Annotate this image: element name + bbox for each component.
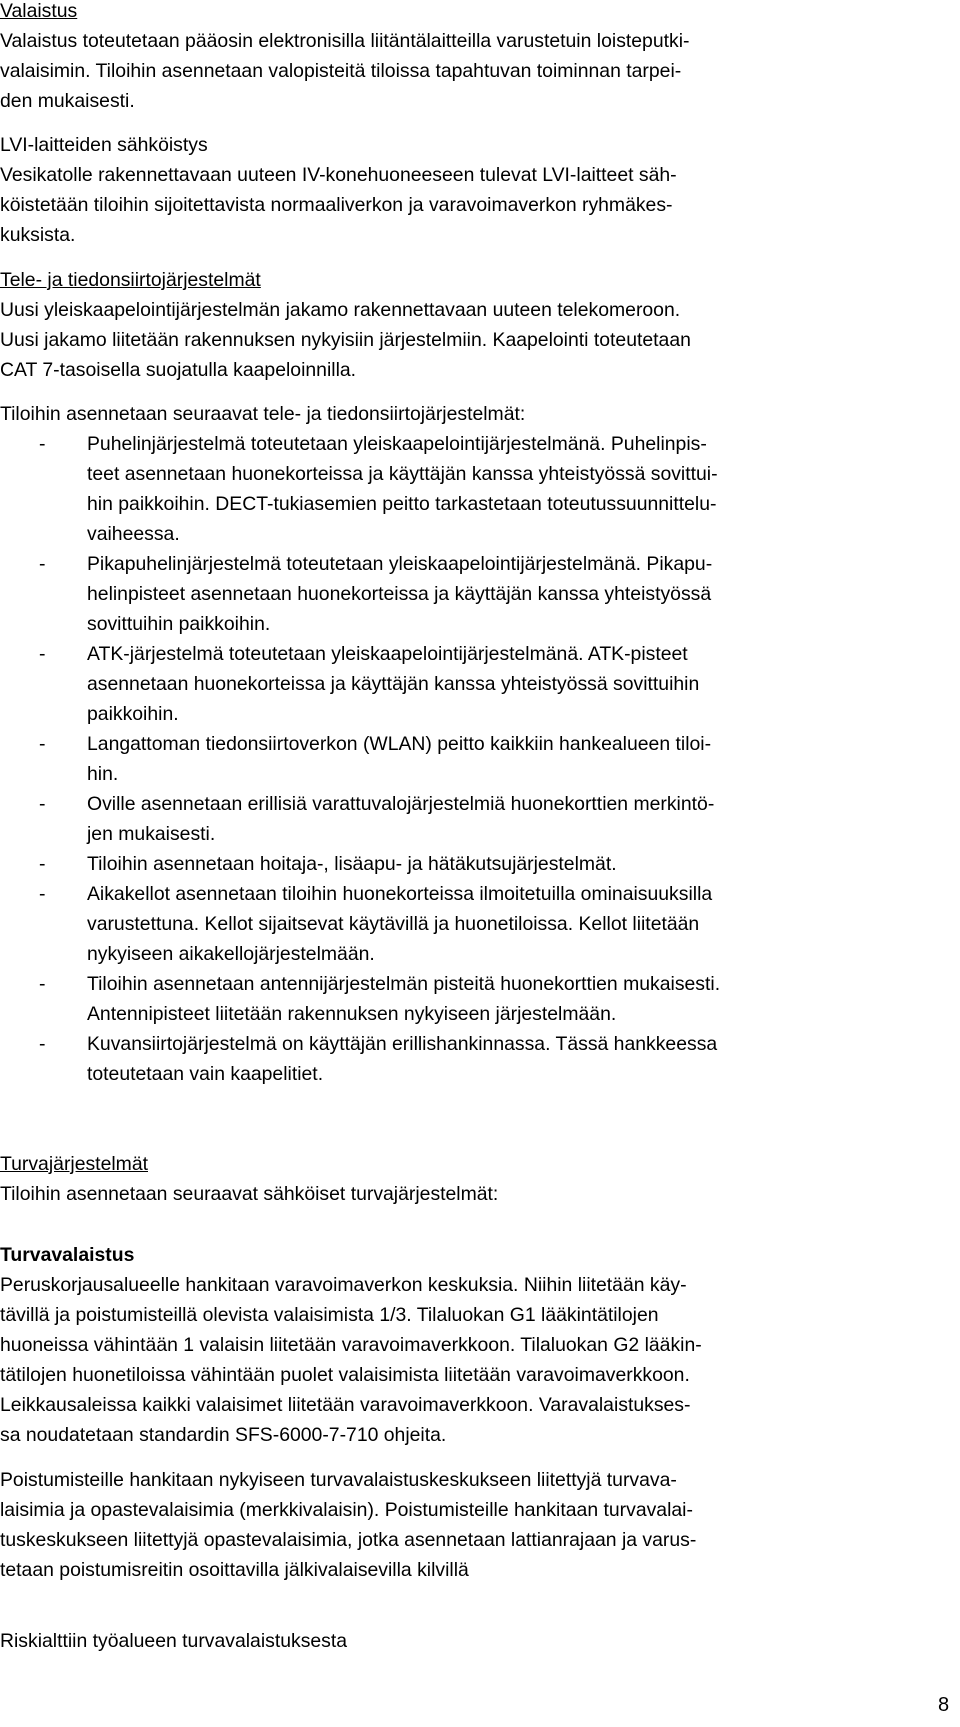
list-item [0, 1029, 950, 1089]
list-dash: - [39, 433, 46, 455]
section-heading: Turvavalaistus [0, 1244, 135, 1266]
section-riskialttiin [0, 1626, 950, 1656]
paragraph-line: Uusi yleiskaapelointijärjestelmän jakamo rakennettavaan uuteen telekomeroon. [0, 299, 681, 321]
page-number: 8 [938, 1694, 950, 1716]
paragraph-line: köistetään tiloihin sijoitettavista normaaliverkon ja varavoimaverkon ryhmäkes- [0, 194, 673, 216]
paragraph-line: Vesikatolle rakennettavaan uuteen IV-konehuoneeseen tulevat LVI-laitteet säh- [0, 164, 677, 186]
list-item-line: teet asennetaan huonekorteissa ja käyttäjän kanssa yhteistyössä sovittui- [87, 463, 718, 485]
paragraph-line: Poistumisteille hankitaan nykyiseen turvavalaistuskeskukseen liitettyjä turvava- [0, 1469, 677, 1491]
list-dash: - [39, 553, 46, 575]
paragraph-line: Valaistus toteutetaan pääosin elektronisilla liitäntälaitteilla varustetuin loisteputki- [0, 30, 690, 52]
list-item-line: Antennipisteet liitetään rakennuksen nykyiseen järjestelmään. [87, 1003, 617, 1025]
paragraph-line: laisimia ja opastevalaisimia (merkkivalaisin). Poistumisteille hankitaan turvavalai- [0, 1499, 693, 1521]
list-dash: - [39, 793, 46, 815]
section-tele [0, 265, 950, 385]
list-item [0, 849, 950, 879]
paragraph-line: Tiloihin asennetaan seuraavat sähköiset turvajärjestelmät: [0, 1183, 499, 1205]
section-poistumisteet [0, 1465, 950, 1585]
paragraph-line: Leikkausaleissa kaikki valaisimet liitetään varavoimaverkkoon. Varavalaistukses- [0, 1394, 691, 1416]
list-item-line: vaiheessa. [87, 523, 180, 545]
section-turvavalaistus [0, 1240, 950, 1450]
list-dash: - [39, 1033, 46, 1055]
list-item [0, 789, 950, 849]
list-item-line: hin. [87, 763, 119, 785]
list-item [0, 429, 950, 549]
list-dash: - [39, 643, 46, 665]
paragraph-line: den mukaisesti. [0, 90, 135, 112]
paragraph-line: CAT 7-tasoisella suojatulla kaapeloinnilla. [0, 359, 357, 381]
list-item-line: Oville asennetaan erillisiä varattuvalojärjestelmiä huonekorttien merkintö- [87, 793, 715, 815]
section-heading: LVI-laitteiden sähköistys [0, 134, 208, 156]
paragraph-line: Riskialttiin työalueen turvavalaistuksesta [0, 1630, 348, 1652]
section-valaistus [0, 0, 950, 116]
section-turvajarjestelmat [0, 1149, 950, 1209]
paragraph-line: sa noudatetaan standardin SFS-6000-7-710 ohjeita. [0, 1424, 447, 1446]
section-lvi [0, 130, 950, 250]
list-item-line: toteutetaan vain kaapelitiet. [87, 1063, 324, 1085]
list-item-line: Puhelinjärjestelmä toteutetaan yleiskaapelointijärjestelmänä. Puhelinpis- [87, 433, 707, 455]
list-dash: - [39, 853, 46, 875]
list-item-line: Langattoman tiedonsiirtoverkon (WLAN) peitto kaikkiin hankealueen tiloi- [87, 733, 712, 755]
paragraph-line: kuksista. [0, 224, 76, 246]
list-item-line: Tiloihin asennetaan hoitaja-, lisäapu- ja hätäkutsujärjestelmät. [87, 853, 617, 875]
paragraph-line: tetaan poistumisreitin osoittavilla jälkivalaisevilla kilvillä [0, 1559, 469, 1581]
list-item-line: hin paikkoihin. DECT-tukiasemien peitto tarkastetaan toteutussuunnittelu- [87, 493, 717, 515]
paragraph-line: huoneissa vähintään 1 valaisin liitetään varavoimaverkkoon. Tilaluokan G2 lääkin- [0, 1334, 702, 1356]
paragraph-line: tätilojen huonetiloissa vähintään puolet valaisimista liitetään varavoimaverkkoon. [0, 1364, 690, 1386]
list-item-line: jen mukaisesti. [87, 823, 216, 845]
list-dash: - [39, 973, 46, 995]
list-item-line: nykyiseen aikakellojärjestelmään. [87, 943, 375, 965]
list-item-line: Pikapuhelinjärjestelmä toteutetaan yleiskaapelointijärjestelmänä. Pikapu- [87, 553, 713, 575]
list-item-line: Aikakellot asennetaan tiloihin huonekorteissa ilmoitetuilla ominaisuuksilla [87, 883, 713, 905]
list-item-line: varustettuna. Kellot sijaitsevat käytävillä ja huonetiloissa. Kellot liitetään [87, 913, 700, 935]
list-dash: - [39, 883, 46, 905]
list-item-line: sovittuihin paikkoihin. [87, 613, 271, 635]
list-dash: - [39, 733, 46, 755]
paragraph-line: tuskeskukseen liitettyjä opastevalaisimia, jotka asennetaan lattianrajaan ja varus- [0, 1529, 697, 1551]
list-item-line: paikkoihin. [87, 703, 179, 725]
section-heading: Tele- ja tiedonsiirtojärjestelmät [0, 269, 261, 291]
list-item-line: Kuvansiirtojärjestelmä on käyttäjän erillishankinnassa. Tässä hankkeessa [87, 1033, 718, 1055]
paragraph-line: tävillä ja poistumisteillä olevista valaisimista 1/3. Tilaluokan G1 lääkintätilojen [0, 1304, 659, 1326]
list-item [0, 729, 950, 789]
paragraph-line: Peruskorjausalueelle hankitaan varavoimaverkon keskuksia. Niihin liitetään käy- [0, 1274, 687, 1296]
list-item-line: ATK-järjestelmä toteutetaan yleiskaapelointijärjestelmänä. ATK-pisteet [87, 643, 688, 665]
list-item [0, 969, 950, 1029]
list-item [0, 549, 950, 639]
list-item-line: Tiloihin asennetaan antennijärjestelmän pisteitä huonekorttien mukaisesti. [87, 973, 721, 995]
list-item [0, 639, 950, 729]
list-intro: Tiloihin asennetaan seuraavat tele- ja tiedonsiirtojärjestelmät: [0, 403, 526, 425]
tele-systems-list [0, 399, 950, 1089]
list-item-line: asennetaan huonekorteissa ja käyttäjän kanssa yhteistyössä sovittuihin [87, 673, 700, 695]
section-heading: Turvajärjestelmät [0, 1153, 148, 1175]
section-heading: Valaistus [0, 0, 78, 22]
paragraph-line: valaisimin. Tiloihin asennetaan valopisteitä tiloissa tapahtuvan toiminnan tarpei- [0, 60, 682, 82]
list-item-line: helinpisteet asennetaan huonekorteissa ja käyttäjän kanssa yhteistyössä [87, 583, 712, 605]
paragraph-line: Uusi jakamo liitetään rakennuksen nykyisiin järjestelmiin. Kaapelointi toteutetaan [0, 329, 691, 351]
list-item [0, 879, 950, 969]
